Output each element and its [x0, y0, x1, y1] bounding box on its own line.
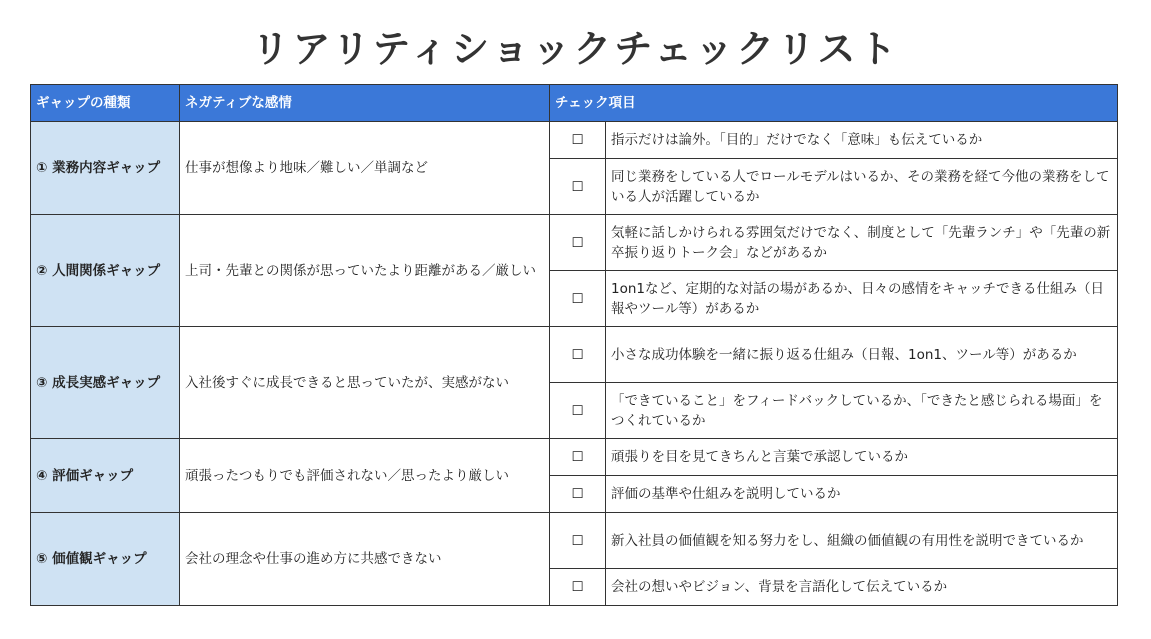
check-item-text: 会社の想いやビジョン、背景を言語化して伝えているか: [606, 569, 1118, 606]
check-item-text: 新入社員の価値観を知る努力をし、組織の価値観の有用性を説明できているか: [606, 513, 1118, 569]
check-item-text: 指示だけは論外。「目的」だけでなく「意味」も伝えているか: [606, 122, 1118, 159]
gap-type-cell: ④ 評価ギャップ: [31, 439, 180, 513]
gap-type-cell: ① 業務内容ギャップ: [31, 122, 180, 215]
checkbox[interactable]: ☐: [550, 476, 606, 513]
table-row: [31, 327, 1118, 383]
check-item-text: 評価の基準や仕組みを説明しているか: [606, 476, 1118, 513]
table-row: [31, 513, 1118, 569]
gap-type-cell: ② 人間関係ギャップ: [31, 215, 180, 327]
check-item-text: 頑張りを目を見てきちんと言葉で承認しているか: [606, 439, 1118, 476]
checkbox[interactable]: ☐: [550, 569, 606, 606]
checklist-table: [30, 84, 1118, 606]
feeling-cell: 入社後すぐに成長できると思っていたが、実感がない: [180, 327, 550, 439]
checkbox[interactable]: ☐: [550, 327, 606, 383]
table-row: [31, 122, 1118, 159]
feeling-cell: 上司・先輩との関係が思っていたより距離がある／厳しい: [180, 215, 550, 327]
checkbox[interactable]: ☐: [550, 122, 606, 159]
page-title: リアリティショックチェックリスト: [251, 27, 900, 71]
checkbox[interactable]: ☐: [550, 215, 606, 271]
check-item-text: 同じ業務をしている人でロールモデルはいるか、その業務を経て今他の業務をしている人が活躍しているか: [606, 159, 1118, 215]
checkbox[interactable]: ☐: [550, 513, 606, 569]
table-row: [31, 439, 1118, 476]
check-item-text: 気軽に話しかけられる雰囲気だけでなく、制度として「先輩ランチ」や「先輩の新卒振り返りトーク会」などがあるか: [606, 215, 1118, 271]
checkbox[interactable]: ☐: [550, 271, 606, 327]
gap-type-cell: ③ 成長実感ギャップ: [31, 327, 180, 439]
checkbox[interactable]: ☐: [550, 439, 606, 476]
feeling-cell: 仕事が想像より地味／難しい／単調など: [180, 122, 550, 215]
header-feeling: ネガティブな感情: [180, 85, 550, 122]
checkbox[interactable]: ☐: [550, 383, 606, 439]
header-check-items: チェック項目: [550, 85, 1118, 122]
check-item-text: 1on1など、定期的な対話の場があるか、日々の感情をキャッチできる仕組み（日報やツール等）があるか: [606, 271, 1118, 327]
header-gap-type: ギャップの種類: [31, 85, 180, 122]
check-item-text: 「できていること」をフィードバックしているか、「できたと感じられる場面」をつくれているか: [606, 383, 1118, 439]
check-item-text: 小さな成功体験を一緒に振り返る仕組み（日報、1on1、ツール等）があるか: [606, 327, 1118, 383]
header-row: [31, 85, 1118, 122]
gap-type-cell: ⑤ 価値観ギャップ: [31, 513, 180, 606]
feeling-cell: 頑張ったつもりでも評価されない／思ったより厳しい: [180, 439, 550, 513]
checkbox[interactable]: ☐: [550, 159, 606, 215]
table-row: [31, 215, 1118, 271]
feeling-cell: 会社の理念や仕事の進め方に共感できない: [180, 513, 550, 606]
